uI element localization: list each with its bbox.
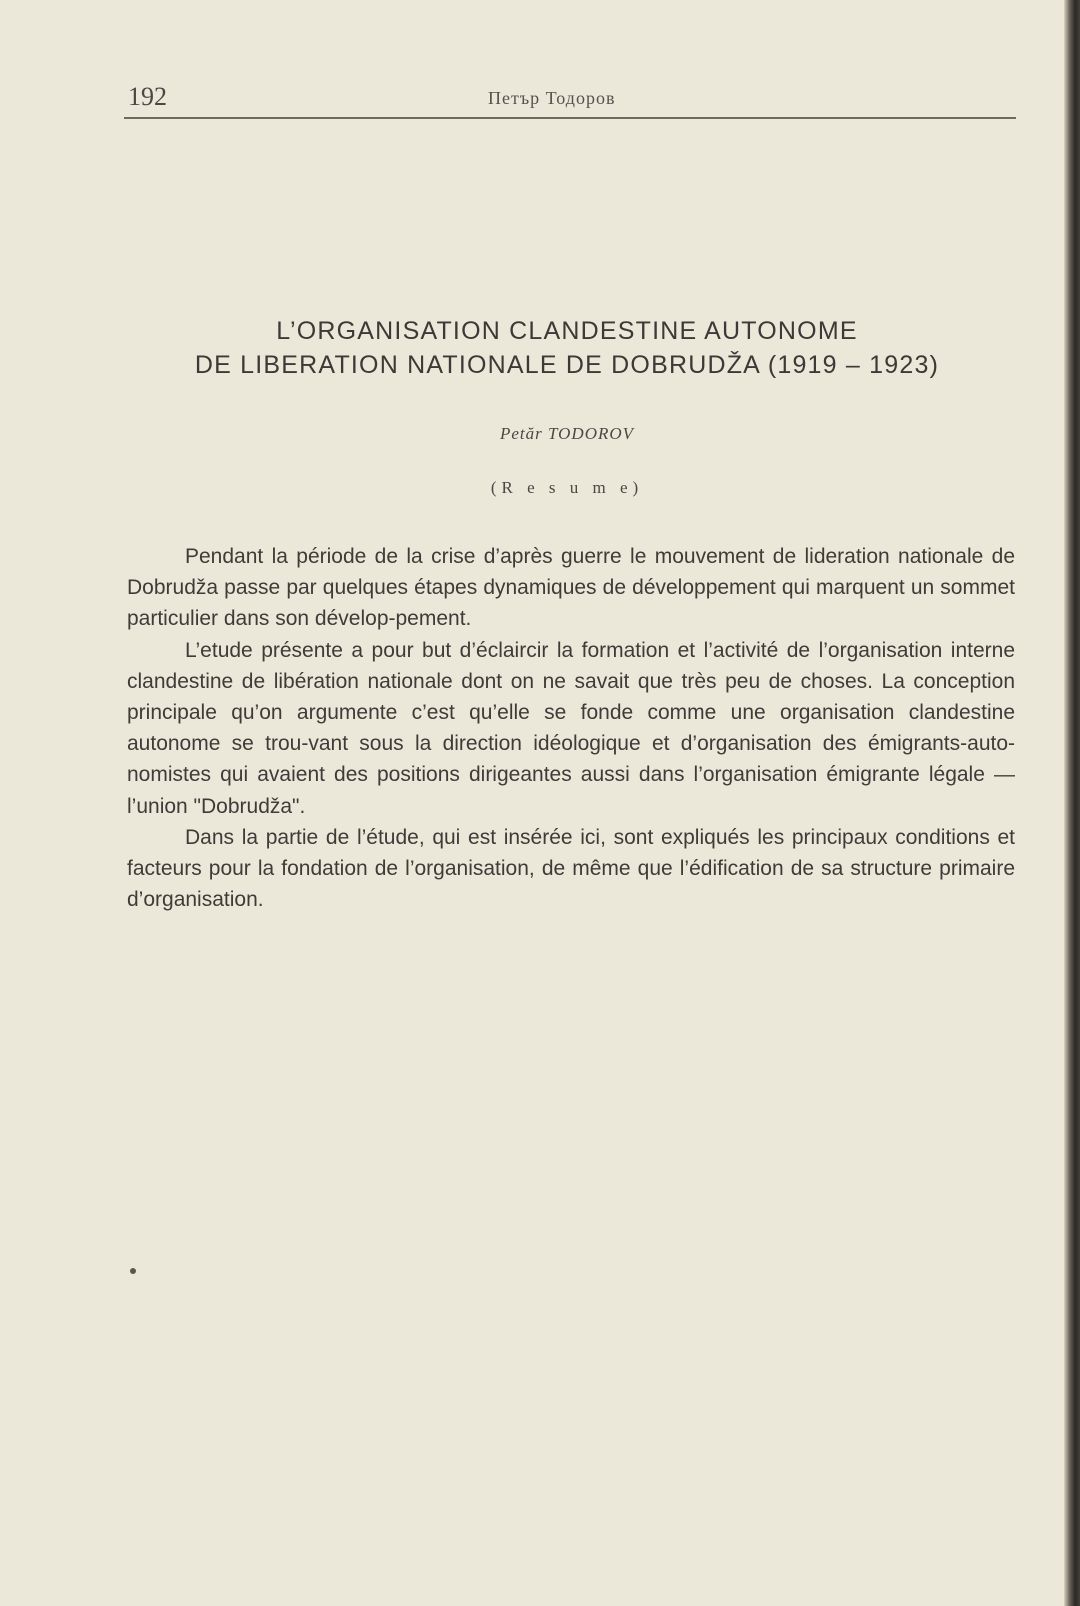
header-rule bbox=[124, 117, 1016, 119]
book-binding-edge bbox=[1064, 0, 1080, 1606]
page-number: 192 bbox=[128, 82, 167, 111]
article-title-line: DE LIBERATION NATIONALE DE DOBRUDŽA (1919 – 1923) bbox=[194, 351, 940, 379]
running-header bbox=[124, 80, 1014, 116]
resume-body bbox=[127, 541, 1015, 915]
body-paragraph: L’etude présente a pour but d’éclaircir la formation et l’activité de l’organisation interne clandestine de libération nationale dont on ne savait que très peu de choses. La conception principale qu’on argumente c’est qu’elle se fonde comme une organisation clandestine autonome se trou-vant sous la direction idéologique et d’organisation des émigrants-auto-nomistes qui avaient des positions dirigeantes aussi dans l’organisation émigrante légale — l’union "Dobrudža". bbox=[127, 638, 1015, 818]
running-title: Петър Тодоров bbox=[488, 88, 616, 108]
author-name: Petăr TODOROV bbox=[499, 424, 635, 443]
article-title-line: L’ORGANISATION CLANDESTINE AUTONOME bbox=[276, 317, 858, 345]
ink-speck bbox=[130, 1268, 136, 1274]
resume-label: (R e s u m e) bbox=[490, 478, 644, 497]
article-title bbox=[130, 314, 1004, 382]
body-paragraph: Dans la partie de l’étude, qui est insérée ici, sont expliqués les principaux conditions et facteurs pour la fondation de l’organisation, de même que l’édification de sa structure primaire d’organisation. bbox=[127, 825, 1015, 912]
body-paragraph: Pendant la période de la crise d’après guerre le mouvement de lideration nationale de Dobrudža passe par quelques étapes dynamiques de développement qui marquent un sommet particulier dans son dévelop-pement. bbox=[127, 545, 1015, 631]
